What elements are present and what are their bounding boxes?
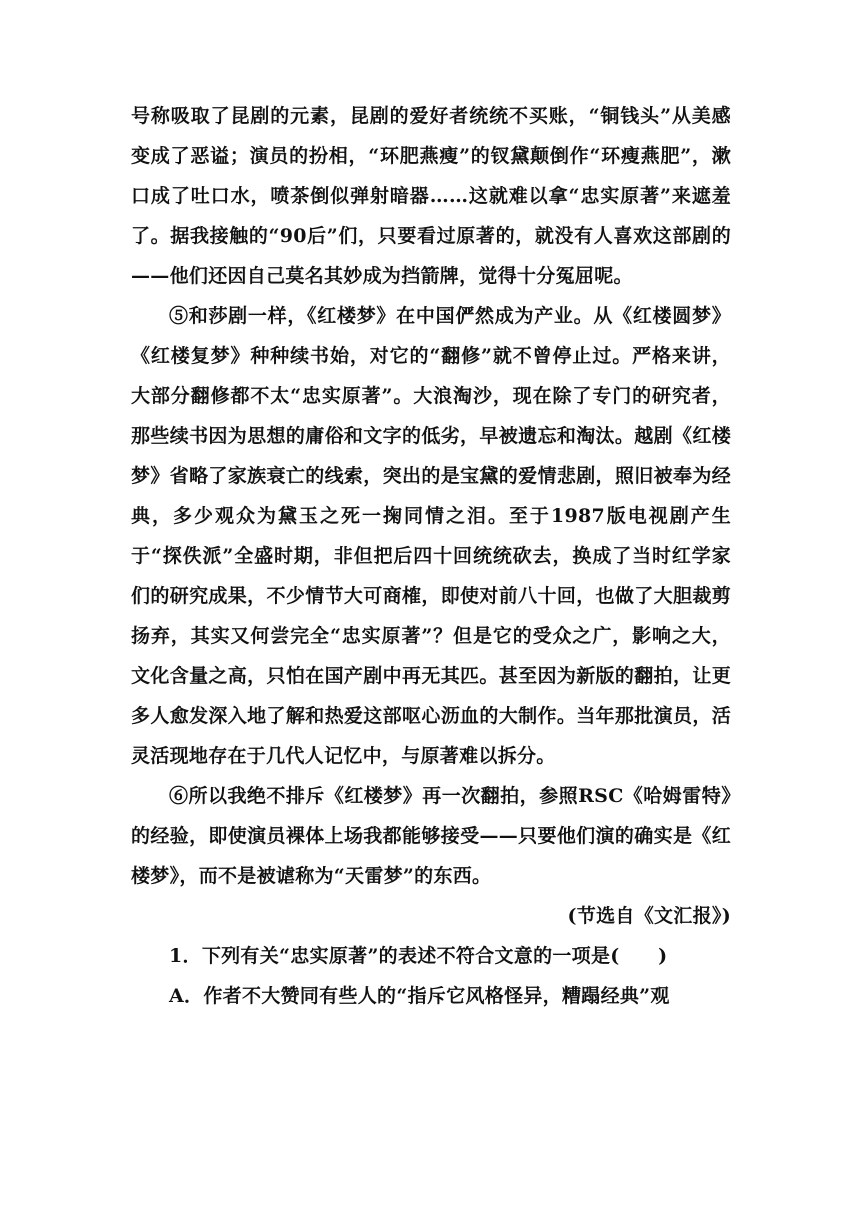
source-citation: (节选自《文汇报》) bbox=[567, 905, 731, 927]
question-1: 1．下列有关“忠实原著”的表述不符合文意的一项是( ) bbox=[169, 945, 668, 967]
paragraph-4-continued: 号称吸取了昆剧的元素，昆剧的爱好者统统不买账，“铜钱头”从美感变成了恶谥；演员的扮相，“环肥燕瘦”的钗黛颠倒作“环瘦燕肥”，漱口成了吐口水，喷茶倒似弹射暗器……这就难以拿“忠实原著”来遮羞了。据我接触的“90后”们，只要看过原著的，就没有人喜欢这部剧的——他们还因自己莫名其妙成为挡箭牌，觉得十分冤屈呢。 bbox=[131, 105, 731, 287]
paragraph-5: ⑤和莎剧一样，《红楼梦》在中国俨然成为产业。从《红楼圆梦》《红楼复梦》种种续书始，对它的“翻修”就不曾停止过。严格来讲，大部分翻修都不太“忠实原著”。大浪淘沙，现在除了专门的研究者，那些续书因为思想的庸俗和文字的低劣，早被遗忘和淘汰。越剧《红楼梦》省略了家族衰亡的线索，突出的是宝黛的爱情悲剧，照旧被奉为经典，多少观众为黛玉之死一掬同情之泪。至于1987版电视剧产生于“探佚派”全盛时期，非但把后四十回统统砍去，换成了当时红学家们的研究成果，不少情节大可商榷，即使对前八十回，也做了大胆裁剪扬弃，其实又何尝完全“忠实原著”？但是它的受众之广，影响之大，文化含量之高，只怕在国产剧中再无其匹。甚至因为新版的翻拍，让更多人愈发深入地了解和热爱这部呕心沥血的大制作。当年那批演员，活灵活现地存在于几代人记忆中，与原著难以拆分。 bbox=[131, 305, 731, 767]
article-body bbox=[131, 96, 731, 1016]
option-a: A．作者不大赞同有些人的“指斥它风格怪异，糟蹋经典”观 bbox=[169, 985, 670, 1007]
paragraph-6: ⑥所以我绝不排斥《红楼梦》再一次翻拍，参照RSC《哈姆雷特》的经验，即使演员裸体上场我都能够接受——只要他们演的确实是《红楼梦》，而不是被谑称为“天雷梦”的东西。 bbox=[131, 785, 731, 887]
